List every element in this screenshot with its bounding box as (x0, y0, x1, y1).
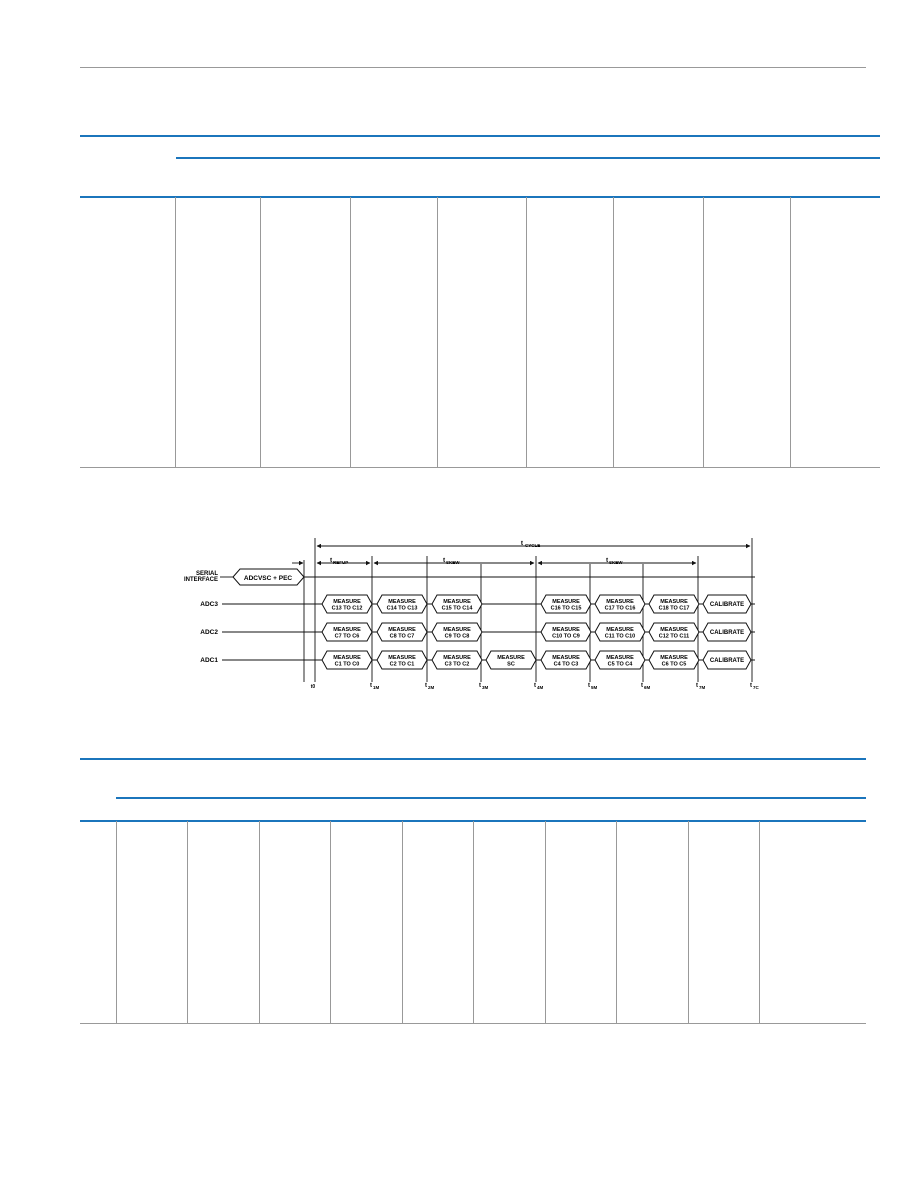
measure-cell (377, 651, 427, 669)
measure-cell (322, 651, 372, 669)
table-2-top-rule (80, 758, 866, 760)
measure-cell (541, 651, 591, 669)
table-2-col-divider (545, 821, 546, 1023)
measure-cell-text: C3 TO C2 (444, 661, 470, 668)
adc2-label: ADC2 (200, 629, 218, 636)
measure-cell (649, 651, 699, 669)
measure-cell-text: MEASURE (443, 627, 471, 633)
measure-cell-text: C2 TO C1 (389, 661, 415, 668)
table-2-subheader-rule (116, 797, 866, 799)
refup-label-sub: REFUP (333, 560, 349, 565)
serial-interface-row (184, 569, 755, 585)
measure-cell-text: MEASURE (333, 655, 361, 661)
skew-arrow-2 (538, 557, 696, 565)
time-marker-sub: 6M (644, 685, 651, 690)
command-label: ADCVSC + PEC (243, 575, 293, 582)
refup-arrow (317, 557, 370, 565)
measure-cell-text: MEASURE (443, 655, 471, 661)
measure-cell-text: MEASURE (388, 655, 416, 661)
time-marker-main: t (641, 683, 643, 689)
time-marker (641, 683, 651, 690)
time-marker-main: t (588, 683, 590, 689)
measure-cell-text: C8 TO C7 (389, 633, 415, 640)
measure-cell-text: C10 TO C9 (552, 633, 580, 640)
time-marker-sub: 1M (373, 685, 380, 690)
calibrate-cell (703, 623, 751, 641)
time-marker-main: t (425, 683, 427, 689)
time-marker (425, 683, 435, 690)
table-2-col-divider (187, 821, 188, 1023)
calibrate-cell-text: CALIBRATE (709, 602, 745, 608)
cycle-label-sub: CYCLE (525, 543, 541, 548)
measure-cell (377, 623, 427, 641)
skew-label-2-sub: SKEW (609, 560, 623, 565)
measure-cell (377, 595, 427, 613)
table-2-col-divider (330, 821, 331, 1023)
calibrate-cell-text: CALIBRATE (709, 658, 745, 664)
measure-cell-text: C12 TO C11 (658, 633, 690, 640)
measure-cell-text: MEASURE (443, 599, 471, 605)
measure-cell-text: C4 TO C3 (553, 661, 579, 668)
measure-cell-text: MEASURE (660, 627, 688, 633)
measure-cell-text: MEASURE (333, 627, 361, 633)
time-marker-main: t (370, 683, 372, 689)
measure-cell-text: MEASURE (388, 599, 416, 605)
measure-cell (432, 623, 482, 641)
measure-cell-text: C9 TO C8 (444, 633, 470, 640)
time-marker-sub: 4M (537, 685, 544, 690)
serial-interface-label-1: SERIAL (195, 571, 218, 577)
serial-interface-label-2: INTERFACE (183, 577, 218, 583)
measure-cell-text: C11 TO C10 (604, 633, 636, 640)
skew-label-1: t (443, 557, 446, 564)
time-marker-main: t (534, 683, 536, 689)
measure-cell-text: C16 TO C15 (550, 605, 582, 612)
time-markers (370, 683, 760, 690)
table-2-col-divider (259, 821, 260, 1023)
time-marker (479, 683, 489, 690)
time-marker-sub: 2M (428, 685, 435, 690)
time-marker-sub: 3M (482, 685, 489, 690)
measure-cell-text: C14 TO C13 (386, 605, 418, 612)
time-marker (370, 683, 380, 690)
measure-cell (541, 595, 591, 613)
measure-cell-text: MEASURE (388, 627, 416, 633)
calibrate-cell (703, 651, 751, 669)
table-2-col-divider (688, 821, 689, 1023)
time-marker (696, 683, 706, 690)
measure-cell (649, 623, 699, 641)
measure-cell-text: MEASURE (606, 599, 634, 605)
measure-cell-text: C6 TO C5 (661, 661, 687, 668)
adc1-label: ADC1 (200, 657, 218, 664)
measure-cell-text: MEASURE (552, 599, 580, 605)
measure-cell-text: SC (507, 661, 515, 668)
measure-cell-text: MEASURE (606, 627, 634, 633)
t0-marker: t0 (310, 684, 316, 690)
table-2-bottom-rule (80, 1023, 866, 1024)
table-2-col-divider (402, 821, 403, 1023)
measure-cell (322, 595, 372, 613)
cycle-label: t (520, 540, 524, 547)
measure-cell-text: MEASURE (497, 655, 525, 661)
adc3-label: ADC3 (200, 601, 218, 608)
cycle-arrow (317, 540, 750, 548)
measure-cell-text: C7 TO C6 (334, 633, 360, 640)
measure-cell (322, 623, 372, 641)
measure-cell-text: MEASURE (333, 599, 361, 605)
measure-cell (541, 623, 591, 641)
time-marker (588, 683, 598, 690)
measure-cell-text: MEASURE (552, 627, 580, 633)
table-2-col-divider (759, 821, 760, 1023)
measure-cell-text: C5 TO C4 (607, 661, 633, 668)
table-2-col-divider (473, 821, 474, 1023)
measure-cell-text: C13 TO C12 (331, 605, 363, 612)
measure-cell-text: C1 TO C0 (334, 661, 360, 668)
measure-cell (649, 595, 699, 613)
skew-label-1-sub: SKEW (446, 560, 460, 565)
measure-cell (432, 651, 482, 669)
measure-cell-text: C15 TO C14 (441, 605, 473, 612)
measure-cell (432, 595, 482, 613)
calibrate-cell (703, 595, 751, 613)
measure-cell-text: C18 TO C17 (658, 605, 690, 612)
table-2-col-divider (116, 821, 117, 1023)
time-marker (750, 683, 760, 690)
time-marker-sub: 7M (699, 685, 706, 690)
time-marker-sub: 5M (591, 685, 598, 690)
skew-arrow-1 (374, 557, 534, 565)
measure-cell (595, 623, 645, 641)
measure-cell (595, 651, 645, 669)
refup-label: t (330, 557, 333, 564)
time-marker (534, 683, 544, 690)
measure-cell-text: MEASURE (606, 655, 634, 661)
measure-cell-text: MEASURE (552, 655, 580, 661)
time-marker-sub: 7C (753, 685, 759, 690)
time-marker-main: t (750, 683, 752, 689)
time-marker-main: t (696, 683, 698, 689)
table-2-col-divider (616, 821, 617, 1023)
measure-cell-text: MEASURE (660, 655, 688, 661)
measure-cell-text: C17 TO C16 (604, 605, 636, 612)
measure-cell (486, 651, 536, 669)
skew-label-2: t (606, 557, 609, 564)
measure-cell (595, 595, 645, 613)
time-marker-main: t (479, 683, 481, 689)
measure-cell-text: MEASURE (660, 599, 688, 605)
calibrate-cell-text: CALIBRATE (709, 630, 745, 636)
